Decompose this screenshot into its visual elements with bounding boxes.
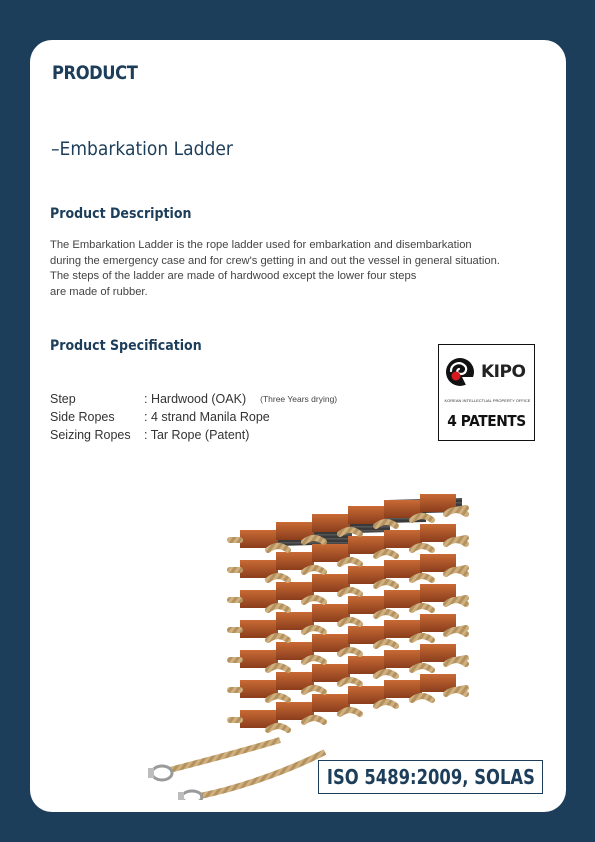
kipo-brand: KIPO — [481, 362, 526, 382]
kipo-patent-badge — [438, 344, 535, 441]
patents-count: 4 PATENTS — [447, 412, 526, 430]
spec-value: : Hardwood (OAK) — [144, 392, 247, 406]
specification-heading: Product Specification — [50, 338, 202, 354]
content-card — [30, 40, 566, 812]
product-title: –Embarkation Ladder — [51, 138, 233, 160]
spec-row-seizing-ropes — [50, 426, 337, 444]
spec-row-step — [50, 390, 337, 408]
spec-key: Seizing Ropes — [50, 428, 131, 442]
specification-table — [50, 390, 337, 444]
trailing-ropes — [148, 740, 325, 800]
description-text: The Embarkation Ladder is the rope ladder used for embarkation and disembarkation during the emergency case and for crew's getting in and out the vessel in general situation. The steps of the ladder are made of hardwood except the lower four steps are made of rubber. — [50, 239, 500, 298]
spec-note: (Three Years drying) — [260, 394, 338, 404]
spec-row-side-ropes — [50, 408, 337, 426]
kipo-swirl-logo-icon — [445, 357, 475, 387]
spec-key: Step — [50, 392, 76, 406]
shackle-icon — [148, 766, 172, 780]
spec-key: Side Ropes — [50, 410, 115, 424]
embarkation-ladder-photo — [90, 490, 510, 800]
section-label: PRODUCT — [52, 62, 138, 84]
kipo-subtitle: KOREAN INTELLECTUAL PROPERTY OFFICE — [444, 398, 531, 403]
iso-certification-label: ISO 5489:2009, SOLAS — [326, 765, 535, 789]
description-heading: Product Description — [50, 206, 192, 222]
iso-certification-box — [318, 760, 543, 794]
shackle-icon — [178, 791, 202, 800]
spec-value: : 4 strand Manila Rope — [144, 410, 270, 424]
spec-value: : Tar Rope (Patent) — [144, 428, 250, 442]
